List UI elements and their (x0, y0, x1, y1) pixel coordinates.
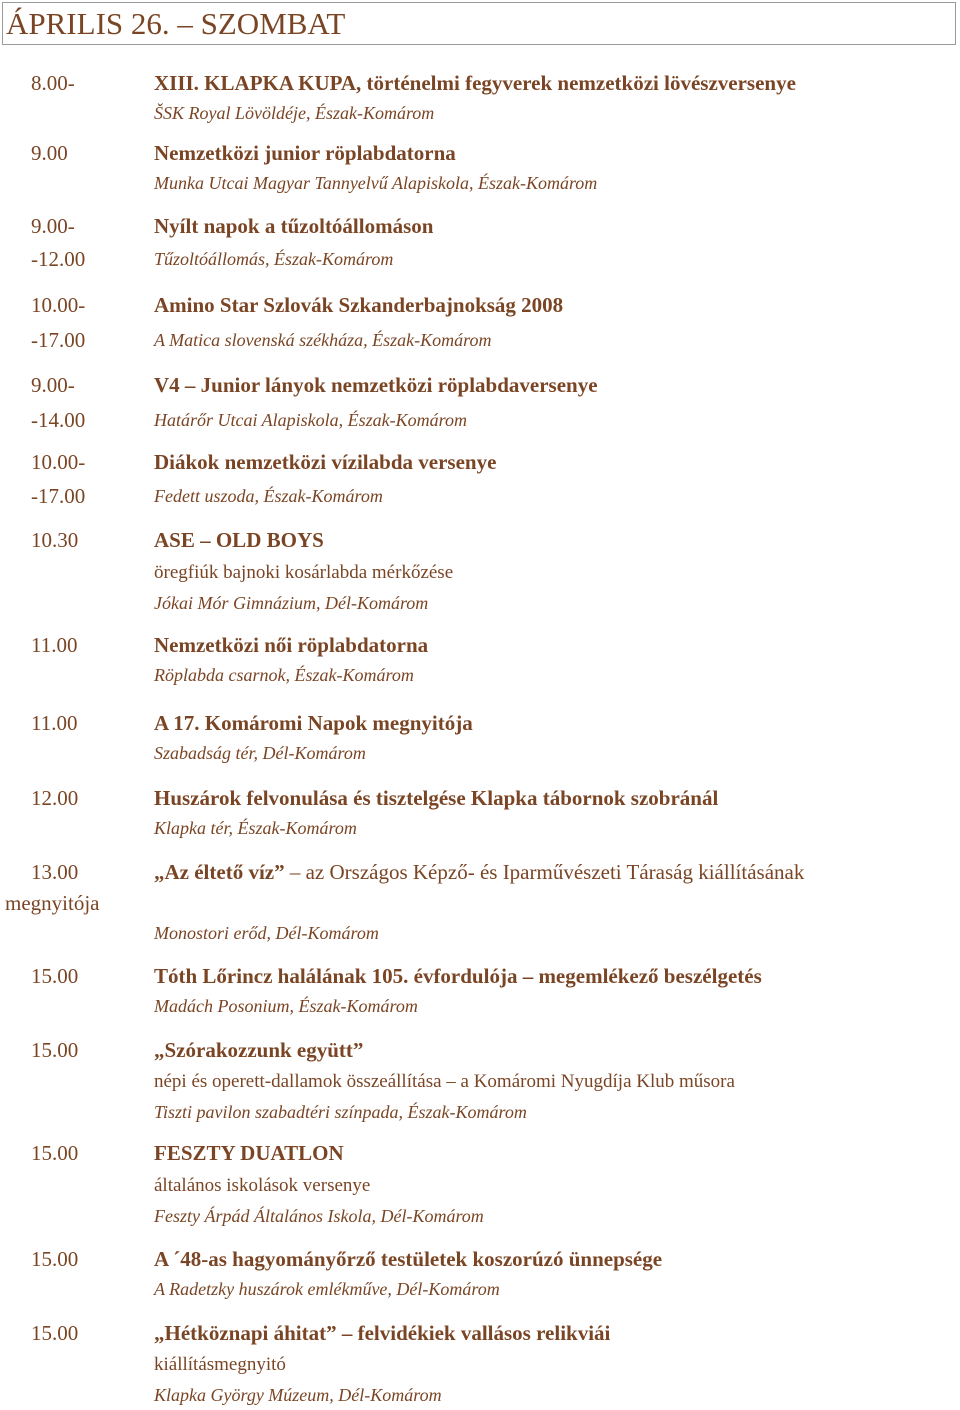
event-subtitle: népi és operett-dallamok összeállítása – a Komáromi Nyugdíja Klub műsora (154, 1071, 735, 1092)
event-location: Tűzoltóállomás, Észak-Komárom (154, 249, 394, 269)
event-time-end: -17.00 (31, 484, 86, 508)
event-time: 8.00- (31, 71, 75, 95)
event-item (0, 290, 960, 355)
event-time: 15.00 (31, 1141, 79, 1165)
event-location: Munka Utcai Magyar Tannyelvű Alapiskola, Észak-Komárom (154, 173, 598, 193)
event-title: Nyílt napok a tűzoltóállomáson (154, 214, 434, 238)
event-item (0, 630, 960, 690)
event-time: 10.00- (31, 293, 86, 317)
event-time: 9.00- (31, 214, 75, 238)
event-item (0, 1244, 960, 1304)
event-title: FESZTY DUATLON (154, 1141, 344, 1165)
event-time: 11.00 (31, 633, 78, 657)
event-title: A 17. Komáromi Napok megnyitója (154, 711, 473, 735)
event-time-end: -14.00 (31, 408, 86, 432)
event-location: Szabadság tér, Dél-Komárom (154, 743, 366, 763)
event-item (0, 708, 960, 768)
event-location: ŠSK Royal Lövöldéje, Észak-Komárom (154, 103, 435, 123)
event-time-end: -17.00 (31, 328, 86, 352)
event-title: Huszárok felvonulása és tisztelgése Klapka tábornok szobránál (154, 786, 719, 810)
event-title: ASE – OLD BOYS (154, 528, 324, 552)
event-item (0, 1035, 960, 1127)
event-item (0, 857, 960, 948)
event-title: „Hétköznapi áhitat” – felvidékiek vallásos relikviái (154, 1321, 611, 1345)
event-title: Nemzetközi női röplabdatorna (154, 633, 429, 657)
event-time: 9.00 (31, 141, 68, 165)
event-title: „Szórakozzunk együtt” (154, 1038, 364, 1062)
event-item (0, 1138, 960, 1231)
event-title: A ´48-as hagyományőrző testületek koszorúzó ünnepsége (154, 1247, 663, 1271)
event-location: Klapka György Múzeum, Dél-Komárom (154, 1385, 442, 1405)
event-title: Nemzetközi junior röplabdatorna (154, 141, 456, 165)
event-time: 12.00 (31, 786, 79, 810)
event-title: V4 – Junior lányok nemzetközi röplabdaversenye (154, 373, 598, 397)
event-time: 15.00 (31, 1247, 79, 1271)
event-time-end: -12.00 (31, 247, 86, 271)
event-time-wrap: megnyitója (5, 891, 100, 915)
event-location: A Matica slovenská székháza, Észak-Komárom (154, 330, 492, 350)
event-location: Röplabda csarnok, Észak-Komárom (154, 665, 414, 685)
event-subtitle: általános iskolások versenye (154, 1175, 371, 1196)
event-time: 10.00- (31, 450, 86, 474)
event-item (0, 211, 960, 274)
event-time: 15.00 (31, 964, 79, 988)
event-location: Feszty Árpád Általános Iskola, Dél-Komárom (154, 1206, 484, 1226)
event-title: XIII. KLAPKA KUPA, történelmi fegyverek nemzetközi lövészversenye (154, 71, 796, 95)
event-title: Tóth Lőrincz halálának 105. évfordulója – megemlékező beszélgetés (154, 964, 762, 988)
event-location: Határőr Utcai Alapiskola, Észak-Komárom (154, 410, 467, 430)
event-location: Monostori erőd, Dél-Komárom (154, 923, 379, 943)
event-item (0, 138, 960, 198)
event-item (0, 961, 960, 1021)
event-item (0, 783, 960, 843)
event-item (0, 370, 960, 435)
event-location: A Radetzky huszárok emlékműve, Dél-Komárom (154, 1279, 500, 1299)
event-item (0, 1318, 960, 1410)
event-location: Jókai Mór Gimnázium, Dél-Komárom (154, 593, 429, 613)
event-title: „Az éltető víz” – az Országos Képző- és Iparművészeti Táraság kiállításának (154, 860, 805, 884)
event-item (0, 447, 960, 511)
event-time: 10.30 (31, 528, 79, 552)
event-location: Madách Posonium, Észak-Komárom (154, 996, 418, 1016)
event-time: 9.00- (31, 373, 75, 397)
event-item (0, 68, 960, 128)
event-time: 13.00 (31, 860, 79, 884)
event-item (0, 525, 960, 618)
event-time: 11.00 (31, 711, 78, 735)
event-time: 15.00 (31, 1038, 79, 1062)
event-title: Amino Star Szlovák Szkanderbajnokság 2008 (154, 293, 564, 317)
page-title: ÁPRILIS 26. – SZOMBAT (2, 2, 956, 45)
event-time: 15.00 (31, 1321, 79, 1345)
event-location: Tiszti pavilon szabadtéri színpada, Észak-Komárom (154, 1102, 527, 1122)
event-location: Fedett uszoda, Észak-Komárom (154, 486, 383, 506)
event-title: Diákok nemzetközi vízilabda versenye (154, 450, 497, 474)
event-subtitle: öregfiúk bajnoki kosárlabda mérkőzése (154, 562, 454, 583)
event-subtitle: kiállításmegnyitó (154, 1354, 286, 1375)
event-location: Klapka tér, Észak-Komárom (154, 818, 357, 838)
